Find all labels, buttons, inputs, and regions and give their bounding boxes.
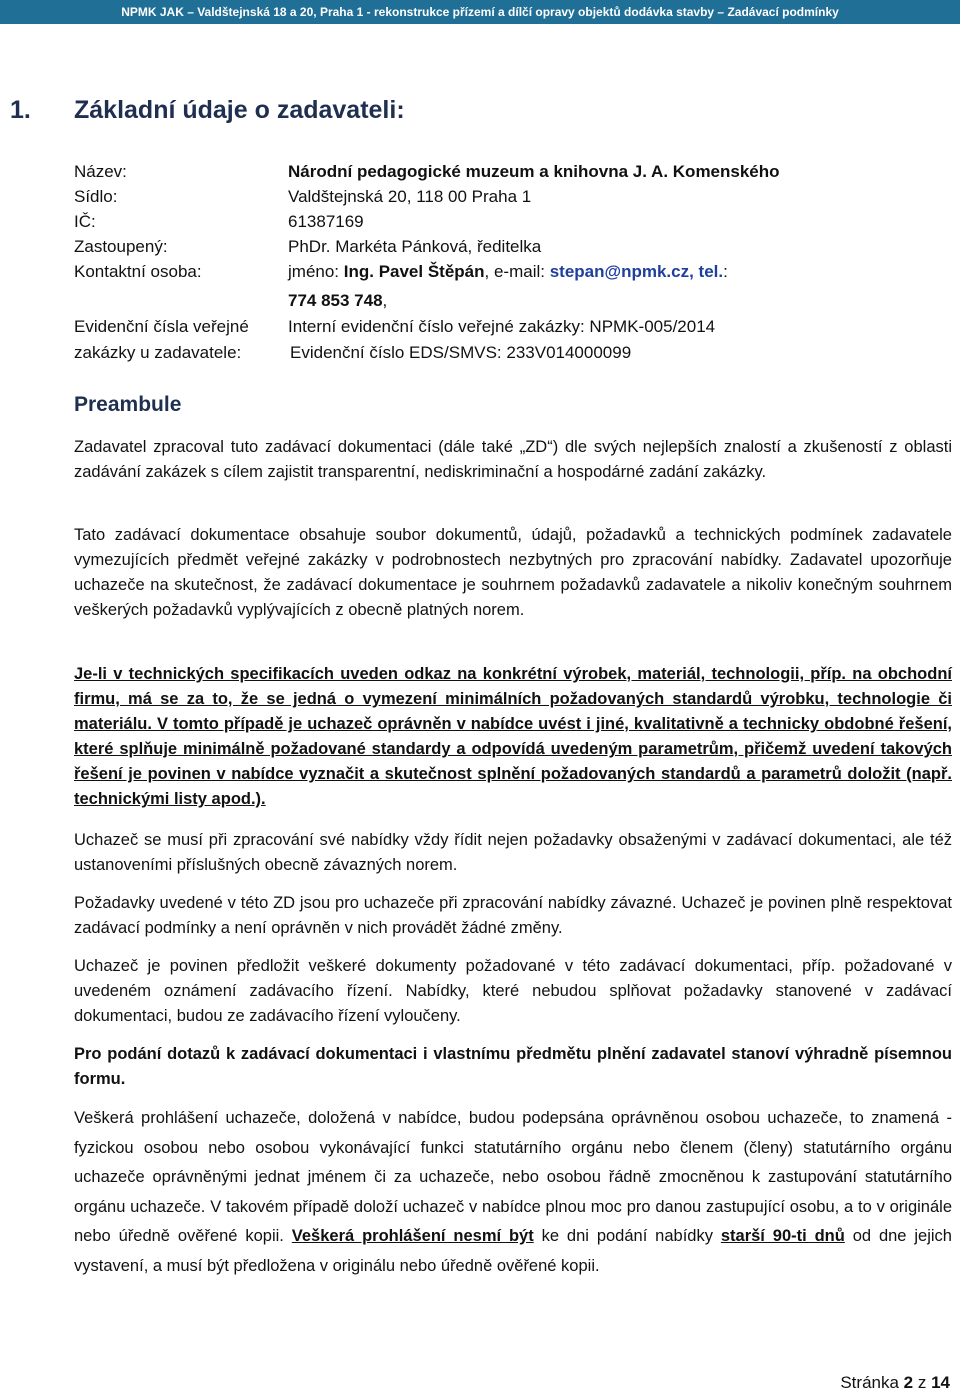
paragraph: Tato zadávací dokumentace obsahuje soubor dokumentů, údajů, požadavků a technických podmínek zadavatele vymezujících předmět veřejné zakázky v podrobnostech nezbytných pro zpracování nabídky. Zadavatel upozorňuje uchazeče na skutečnost, že zadávací dokumentace je souhrnem požadavků zadavatele a nikoliv konečným souhrnem veškerých požadavků vyplývajících z obecně platných norem. [74, 526, 952, 619]
footer-prefix: Stránka [840, 1373, 904, 1392]
info-label: IČ: [74, 212, 96, 231]
paragraph-bold: Pro podání dotazů k zadávací dokumentaci i vlastnímu předmětu plnění zadavatel stanoví výhradně písemnou formu. [74, 1045, 952, 1088]
info-value: Národní pedagogické muzeum a knihovna J. A. Komenského [288, 162, 780, 181]
paragraph [74, 1104, 952, 1281]
contact-email-link[interactable]: stepan@npmk.cz [549, 262, 690, 281]
phone-suffix: , [382, 291, 388, 310]
footer-sep: z [913, 1373, 932, 1392]
info-value [288, 261, 728, 283]
section-heading [10, 96, 405, 125]
info-label: Sídlo: [74, 187, 118, 206]
paragraph-text: Veškerá prohlášení uchazeče, doložená v nabídce, budou podepsána oprávněnou osobou uchazeče, to znamená - fyzickou osobou nebo osobou vykonávající funkci statutárního orgánu nebo členem (členy) statutárního orgánu uchazeče oprávněnými jednat jménem či za uchazeče, nebo osobou řádně zmocněnou k zastupování statutárního orgánu uchazeče. V takovém případě doloží uchazeč v nabídce plnou moc pro danou zastupující osobu, a to v originále nebo úředně ověřené kopii. [74, 1109, 952, 1245]
section-number: 1. [10, 96, 31, 124]
info-label: Evidenční čísla veřejné [74, 317, 249, 336]
info-label: Název: [74, 162, 127, 181]
emphasis-text: starší 90-ti dnů [720, 1227, 845, 1245]
info-value: Evidenční číslo EDS/SMVS: 233V014000099 [290, 343, 632, 362]
contact-phone: 774 853 748 [288, 291, 383, 310]
paragraph-text: od dne jejich vystavení, a musí být předložena v originálu nebo úředně ověřené kopii. [74, 1227, 952, 1275]
paragraph: Uchazeč je povinen předložit veškeré dokumenty požadované v této zadávací dokumentaci, příp. požadované v uvedeném oznámení zadávacího řízení. Nabídky, které nebudou splňovat požadavky stanovené v zadávací dokumentaci, budou ze zadávacího řízení vyloučeny. [74, 957, 952, 1025]
footer-page: 2 [903, 1373, 914, 1392]
info-value: PhDr. Markéta Pánková, ředitelka [288, 237, 542, 256]
contact-email-prefix: , e-mail: [484, 262, 550, 281]
info-label: Zastoupený: [74, 237, 168, 256]
contact-name: Ing. Pavel Štěpán [343, 262, 485, 281]
section-title: Základní údaje o zadavateli: [74, 96, 405, 124]
page-header: NPMK JAK – Valdštejnská 18 a 20, Praha 1 - rekonstrukce přízemí a dílčí opravy objektů dodávka stavby – Zadávací podmínky [0, 0, 960, 24]
paragraph: Zadavatel zpracoval tuto zadávací dokumentaci (dále také „ZD“) dle svých nejlepších znalostí a zkušeností z oblasti zadávání zakázek s cílem zajistit transparentní, nediskriminační a hospodárné zadání zakázky. [74, 438, 952, 481]
page-footer [840, 1373, 950, 1393]
info-value [288, 290, 387, 312]
paragraph-emphasis: Je-li v technických specifikacích uveden odkaz na konkrétní výrobek, materiál, technologii, příp. na obchodní firmu, má se za to, že se jedná o vymezení minimálních požadovaných standardů výrobku, technologie či materiálu. V tomto případě je uchazeč oprávněn v nabídce uvést i jiné, kvalitativně a technicky obdobné řešení, které splňuje minimálně požadované standardy a odpovídá uvedeným parametrům, přičemž uvedení takových řešení je povinen v nabídce vyznačit a skutečnost splnění požadovaných standardů a parametrů doložit (např. technickými listy apod.). [74, 665, 952, 808]
info-value: 61387169 [288, 212, 364, 231]
paragraph: Uchazeč se musí při zpracování své nabídky vždy řídit nejen požadavky obsaženými v zadávací dokumentaci, ale též ustanoveními příslušných obecně závazných norem. [74, 831, 952, 874]
contact-tel-colon: : [723, 262, 728, 281]
footer-total: 14 [931, 1373, 950, 1392]
info-value: Valdštejnská 20, 118 00 Praha 1 [288, 187, 532, 206]
preamble-heading: Preambule [74, 393, 182, 416]
info-label: zakázky u zadavatele: [74, 343, 242, 362]
emphasis-text: Veškerá prohlášení nesmí být [291, 1227, 534, 1245]
info-label: Kontaktní osoba: [74, 262, 202, 281]
info-value: Interní evidenční číslo veřejné zakázky: NPMK-005/2014 [288, 317, 716, 336]
contact-tel-prefix: , tel. [689, 262, 724, 281]
paragraph-text: ke dni podání nabídky [533, 1227, 721, 1245]
contact-prefix: jméno: [288, 262, 344, 281]
paragraph: Požadavky uvedené v této ZD jsou pro uchazeče při zpracování nabídky závazné. Uchazeč je povinen plně respektovat zadávací podmínky a není oprávněn v nich provádět žádné změny. [74, 894, 952, 937]
